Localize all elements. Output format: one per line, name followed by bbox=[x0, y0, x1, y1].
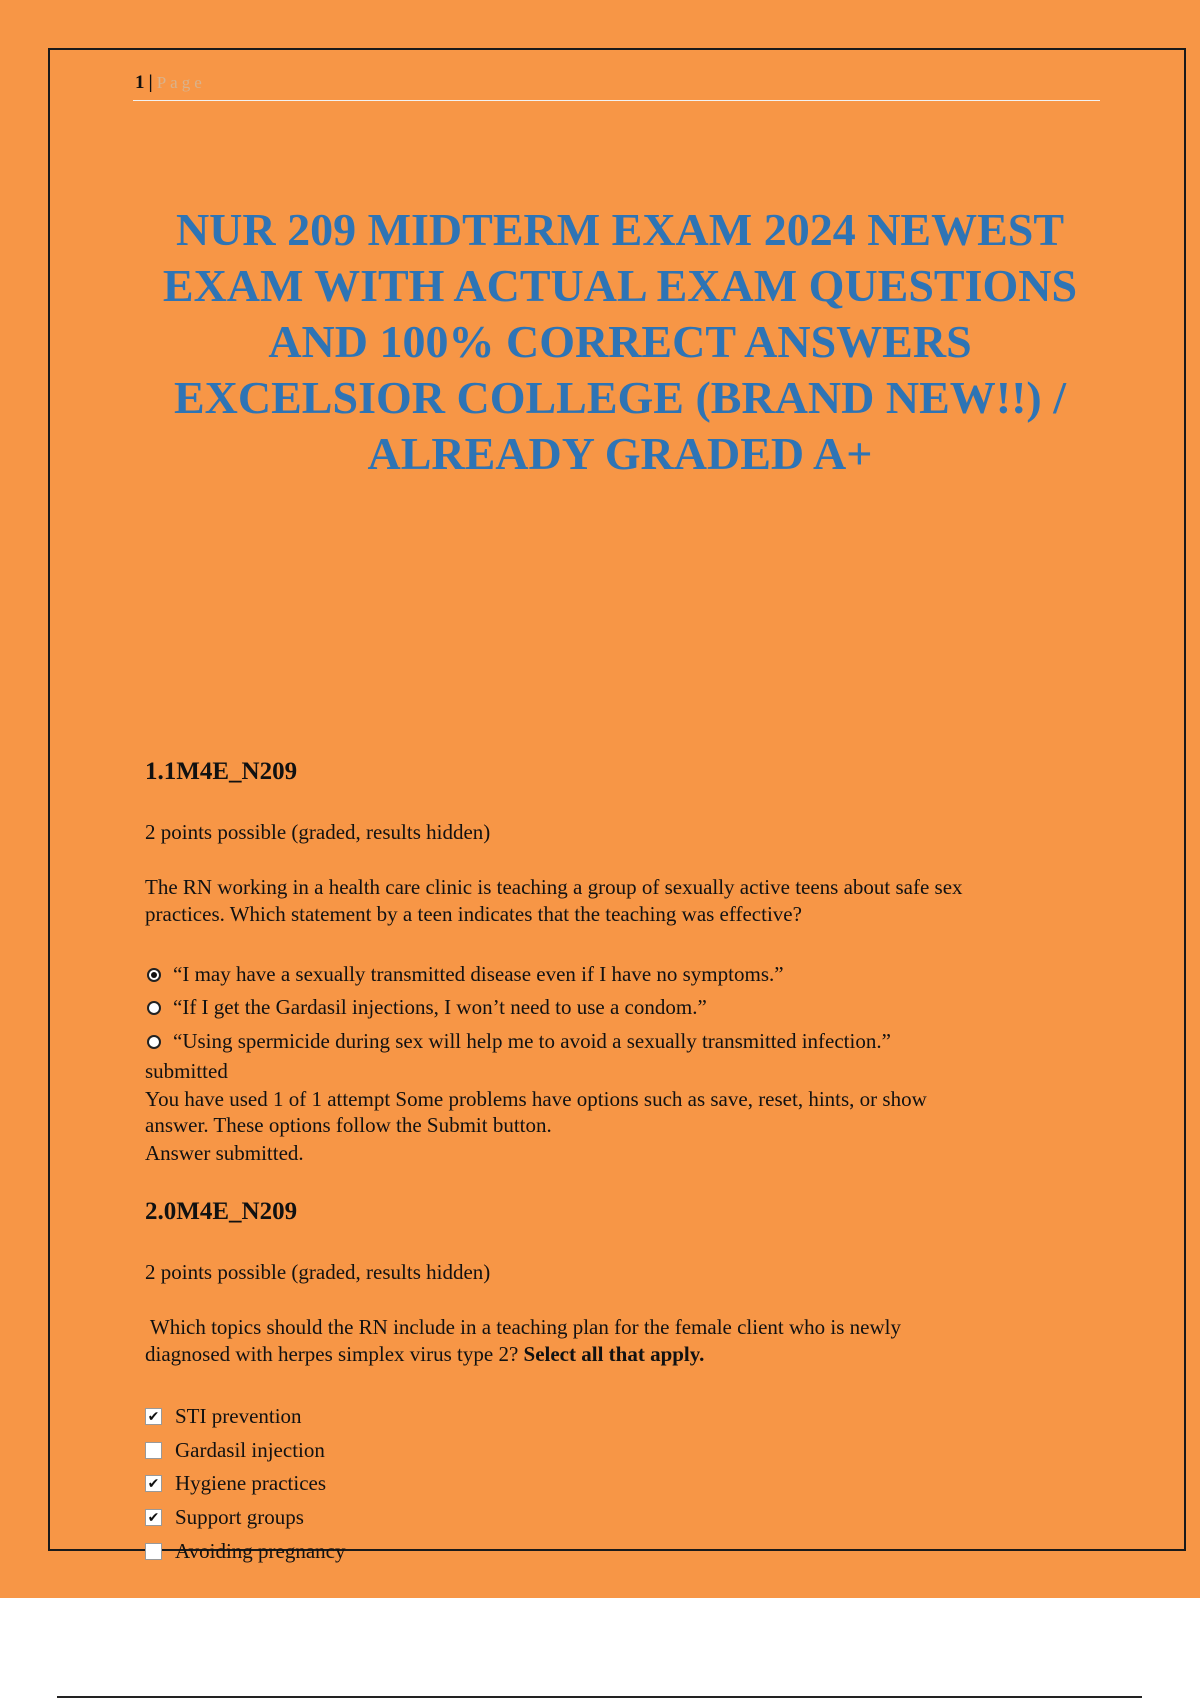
header-divider bbox=[133, 100, 1100, 101]
question-2-points: 2 points possible (graded, results hidden) bbox=[145, 1260, 491, 1284]
question-2-options bbox=[145, 1404, 1105, 1564]
question-1 bbox=[145, 758, 1105, 786]
question-2-text bbox=[145, 1314, 1105, 1368]
page-separator: | bbox=[148, 72, 154, 93]
question-1-status bbox=[145, 1058, 1105, 1178]
q2-option-4-label: Support groups bbox=[175, 1505, 304, 1529]
radio-selected-icon[interactable] bbox=[147, 968, 161, 982]
q2-option-5-label: Avoiding pregnancy bbox=[175, 1539, 346, 1563]
submitted-status: submitted bbox=[145, 1059, 228, 1083]
question-2-line-2-text: diagnosed with herpes simplex virus type 2? bbox=[145, 1342, 524, 1366]
document-title: NUR 209 MIDTERM EXAM 2024 NEWEST EXAM WITH ACTUAL EXAM QUESTIONS AND 100% CORRECT ANSWERS EXCELSIOR COLLEGE (BRAND NEW!!) / ALREADY GRADED A+ bbox=[162, 204, 1078, 479]
select-all-instruction: Select all that apply. bbox=[523, 1342, 705, 1366]
checkbox-checked-icon[interactable]: ✔ bbox=[145, 1509, 162, 1526]
radio-icon[interactable] bbox=[147, 1035, 161, 1049]
question-1-line-1: The RN working in a health care clinic is teaching a group of sexually active teens about safe sex bbox=[145, 875, 963, 899]
question-2-heading: 2.0M4E_N209 bbox=[145, 1198, 298, 1225]
q1-option-1-label: “I may have a sexually transmitted disease even if I have no symptoms.” bbox=[173, 962, 784, 986]
q1-option-3-label: “Using spermicide during sex will help me to avoid a sexually transmitted infection.” bbox=[173, 1029, 891, 1053]
question-2-line-1: Which topics should the RN include in a teaching plan for the female client who is newly bbox=[145, 1315, 901, 1339]
question-1-line-2: practices. Which statement by a teen indicates that the teaching was effective? bbox=[145, 902, 802, 926]
question-1-heading: 1.1M4E_N209 bbox=[145, 758, 298, 785]
checkbox-checked-icon[interactable]: ✔ bbox=[145, 1408, 162, 1425]
question-2-line-2 bbox=[145, 1341, 1105, 1368]
q2-option-2-label: Gardasil injection bbox=[175, 1438, 325, 1462]
attempt-info-line-2: answer. These options follow the Submit button. bbox=[145, 1113, 552, 1137]
q2-option-5[interactable] bbox=[145, 1539, 345, 1564]
question-1-text bbox=[145, 874, 1105, 928]
answer-submitted-status: Answer submitted. bbox=[145, 1141, 304, 1165]
question-1-points: 2 points possible (graded, results hidden) bbox=[145, 820, 491, 844]
checkbox-icon[interactable] bbox=[145, 1442, 162, 1459]
q2-option-1-label: STI prevention bbox=[175, 1404, 302, 1428]
footer-divider bbox=[57, 1696, 1142, 1698]
page-number-header bbox=[135, 72, 206, 94]
q2-option-1[interactable] bbox=[145, 1404, 302, 1429]
q1-option-2-label: “If I get the Gardasil injections, I won’t need to use a condom.” bbox=[173, 995, 707, 1019]
page-number: 1 bbox=[135, 72, 146, 93]
radio-icon[interactable] bbox=[147, 1001, 161, 1015]
question-2-points-wrap bbox=[145, 1260, 1105, 1285]
checkbox-icon[interactable] bbox=[145, 1543, 162, 1560]
attempt-info-line-1: You have used 1 of 1 attempt Some problems have options such as save, reset, hints, or show bbox=[145, 1087, 927, 1111]
q2-option-3[interactable] bbox=[145, 1471, 326, 1496]
checkbox-checked-icon[interactable]: ✔ bbox=[145, 1475, 162, 1492]
q2-option-4[interactable] bbox=[145, 1505, 304, 1530]
q2-option-2[interactable] bbox=[145, 1438, 325, 1463]
question-1-points-wrap bbox=[145, 820, 1105, 845]
q1-option-2[interactable] bbox=[145, 995, 707, 1020]
question-2 bbox=[145, 1198, 1105, 1226]
q1-option-1[interactable] bbox=[145, 962, 784, 987]
q1-option-3[interactable] bbox=[145, 1029, 891, 1054]
q2-option-3-label: Hygiene practices bbox=[175, 1471, 327, 1495]
page-word: Page bbox=[156, 73, 206, 92]
